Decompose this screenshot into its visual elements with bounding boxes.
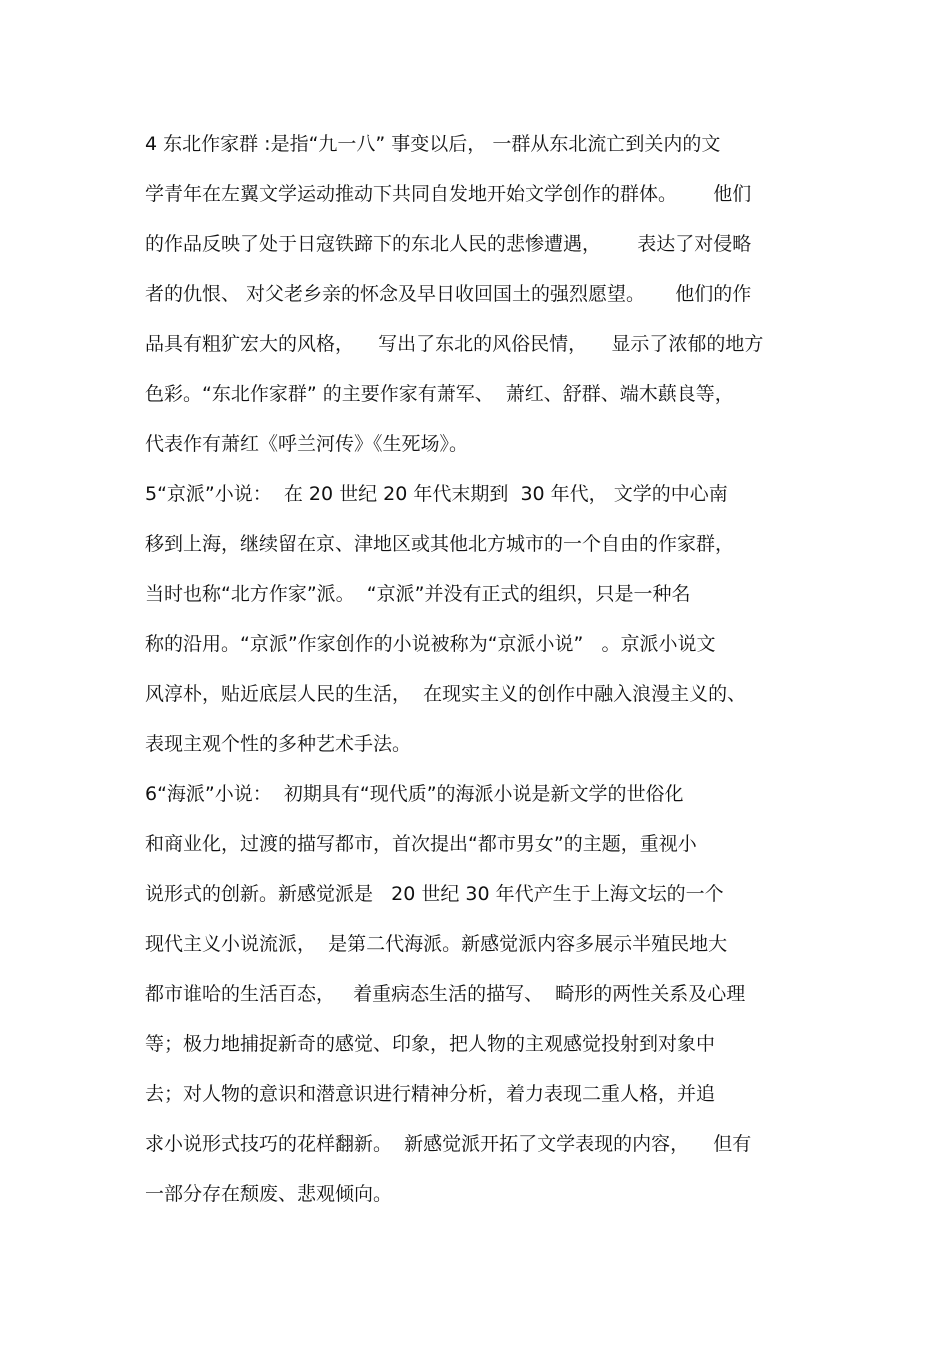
- text-line: 代表作有萧红《呼兰河传》《生死场》。: [145, 433, 469, 455]
- text-line: 4 东北作家群 :是指“九一八” 事变以后， 一群从东北流亡到关内的文: [145, 133, 721, 155]
- text-line: 等；极力地捕捉新奇的感觉、印象，把人物的主观感觉投射到对象中: [145, 1033, 716, 1055]
- text-line: 6“海派”小说： 初期具有“现代质”的海派小说是新文学的世俗化: [145, 783, 684, 805]
- text-line: 都市谁哈的生活百态， 着重病态生活的描写、 畸形的两性关系及心理: [145, 983, 746, 1005]
- text-line: 5“京派”小说： 在 20 世纪 20 年代末期到 30 年代， 文学的中心南: [145, 483, 728, 505]
- text-line: 称的沿用。“京派”作家创作的小说被称为“京派小说” 。京派小说文: [145, 633, 716, 655]
- text-line: 品具有粗犷宏大的风格， 写出了东北的风俗民情， 显示了浓郁的地方: [145, 333, 764, 355]
- text-line: 学青年在左翼文学运动推动下共同自发地开始文学创作的群体。 他们: [145, 183, 752, 205]
- text-line: 表现主观个性的多种艺术手法。: [145, 733, 412, 755]
- text-line: 当时也称“北方作家”派。 “京派”并没有正式的组织，只是一种名: [145, 583, 691, 605]
- text-line: 求小说形式技巧的花样翻新。 新感觉派开拓了文学表现的内容， 但有: [145, 1133, 752, 1155]
- text-line: 和商业化，过渡的描写都市，首次提出“都市男女”的主题，重视小: [145, 833, 697, 855]
- text-line: 风淳朴，贴近底层人民的生活， 在现实主义的创作中融入浪漫主义的、: [145, 683, 747, 705]
- text-line: 的作品反映了处于日寇铁蹄下的东北人民的悲惨遭遇， 表达了对侵略: [145, 233, 752, 255]
- text-line: 去；对人物的意识和潜意识进行精神分析，着力表现二重人格，并追: [145, 1083, 716, 1105]
- text-line: 一部分存在颓废、悲观倾向。: [145, 1183, 393, 1205]
- text-line: 者的仇恨、 对父老乡亲的怀念及早日收回国土的强烈愿望。 他们的作: [145, 283, 752, 305]
- text-line: 色彩。“东北作家群” 的主要作家有萧军、 萧红、舒群、端木蕻良等，: [145, 383, 734, 405]
- text-line: 移到上海，继续留在京、津地区或其他北方城市的一个自由的作家群，: [145, 533, 735, 555]
- text-line: 说形式的创新。新感觉派是 20 世纪 30 年代产生于上海文坛的一个: [145, 883, 724, 905]
- text-line: 现代主义小说流派， 是第二代海派。新感觉派内容多展示半殖民地大: [145, 933, 728, 955]
